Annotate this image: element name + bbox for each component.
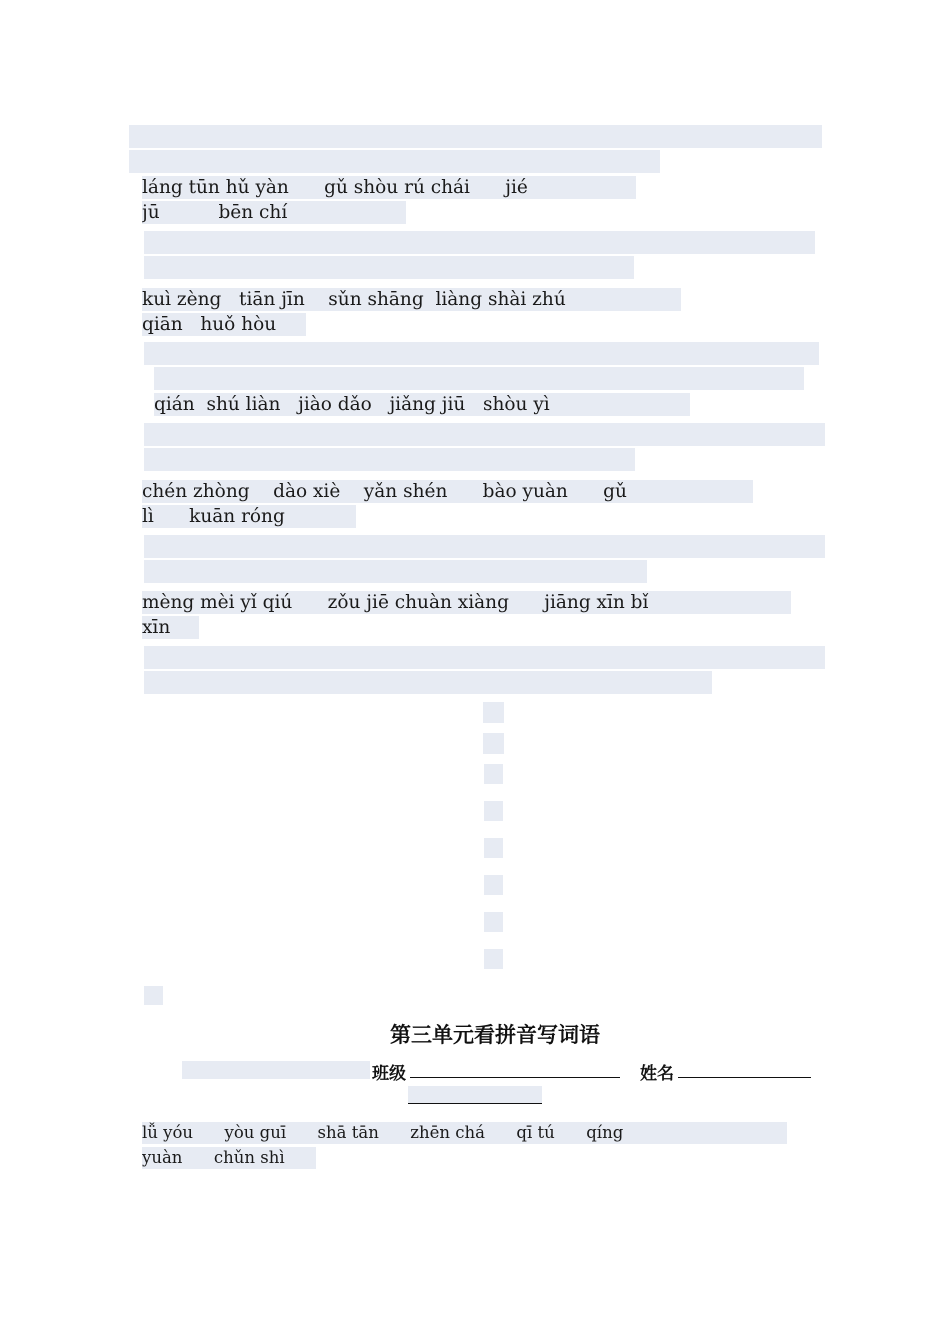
answer-line	[144, 646, 825, 669]
answer-line	[154, 367, 804, 390]
header-bar	[182, 1061, 370, 1079]
pinyin-line: xīn	[142, 616, 199, 639]
pinyin-line: kuì zèng tiān jīn sǔn shāng liàng shài zhú	[142, 288, 681, 311]
pinyin-line: yuàn chǔn shì	[142, 1147, 316, 1169]
class-label: 班级	[372, 1064, 406, 1084]
empty-paragraph-mark	[484, 875, 503, 895]
class-field[interactable]	[410, 1077, 620, 1078]
empty-paragraph-mark	[484, 838, 503, 858]
answer-line	[144, 231, 815, 254]
empty-paragraph-mark	[484, 949, 503, 969]
name-field[interactable]	[678, 1077, 811, 1078]
pinyin-line: qiān huǒ hòu	[142, 313, 306, 336]
empty-paragraph-mark	[483, 702, 504, 723]
empty-paragraph-mark	[483, 733, 504, 754]
answer-line	[144, 671, 712, 694]
pinyin-line: chén zhòng dào xiè yǎn shén bào yuàn gǔ	[142, 480, 753, 503]
pinyin-line: mèng mèi yǐ qiú zǒu jiē chuàn xiàng jiāng xīn bǐ	[142, 591, 791, 614]
empty-paragraph-mark	[144, 986, 163, 1005]
empty-paragraph-mark	[484, 912, 503, 932]
answer-line	[144, 256, 634, 279]
section-title: 第三单元看拼音写词语	[390, 1023, 600, 1047]
answer-line	[144, 448, 635, 471]
header-bar	[408, 1086, 542, 1104]
name-label: 姓名	[640, 1064, 674, 1084]
empty-paragraph-mark	[484, 764, 503, 784]
name-field-continued	[408, 1103, 542, 1104]
answer-line	[144, 535, 825, 558]
empty-paragraph-mark	[484, 801, 503, 821]
answer-line	[129, 125, 822, 148]
answer-line	[144, 423, 825, 446]
pinyin-line: lì kuān róng	[142, 505, 356, 528]
pinyin-line: jū bēn chí	[142, 201, 406, 224]
answer-line	[129, 150, 660, 173]
answer-line	[144, 560, 647, 583]
answer-line	[144, 342, 819, 365]
pinyin-line: láng tūn hǔ yàn gǔ shòu rú chái jié	[142, 176, 636, 199]
pinyin-line: qián shú liàn jiào dǎo jiǎng jiū shòu yì	[154, 393, 690, 416]
pinyin-line: lǚ yóu yòu guī shā tān zhēn chá qī tú qíng	[142, 1122, 787, 1144]
